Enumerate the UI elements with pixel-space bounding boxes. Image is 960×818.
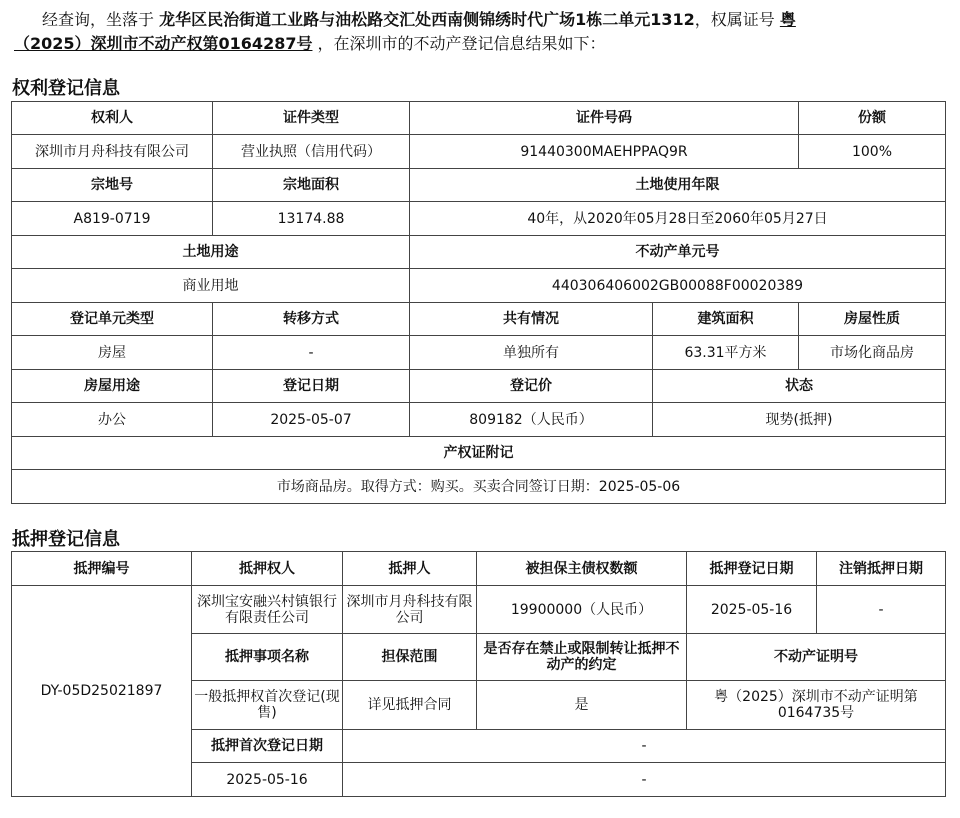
mortgagor-value: 深圳市月舟科技有限公司 — [343, 586, 477, 634]
cert-number-part1: 粤 — [779, 10, 796, 29]
intro-mid: ，权属证号 — [694, 10, 780, 29]
header-parcel-area: 宗地面积 — [213, 169, 410, 202]
header-land-term: 土地使用年限 — [410, 169, 946, 202]
land-use-value: 商业用地 — [12, 269, 410, 303]
first-registration-date-value: 2025-05-16 — [192, 763, 343, 797]
house-nature-value: 市场化商品房 — [799, 336, 946, 370]
cert-number-value: 91440300MAEHPPAQ9R — [410, 135, 799, 169]
header-mortgagee: 抵押权人 — [192, 552, 343, 586]
header-proof-number: 不动产证明号 — [687, 634, 946, 681]
header-secured-amount: 被担保主债权数额 — [477, 552, 687, 586]
header-restriction: 是否存在禁止或限制转让抵押不动产的约定 — [477, 634, 687, 681]
header-owner: 权利人 — [12, 102, 213, 135]
header-cancel-date: 注销抵押日期 — [817, 552, 946, 586]
header-mortgagor: 抵押人 — [343, 552, 477, 586]
proof-number-value: 粤（2025）深圳市不动产证明第0164735号 — [687, 681, 946, 730]
first-date-blank: - — [343, 730, 946, 763]
intro-prefix: 经查询，坐落于 — [42, 10, 160, 29]
cert-number-part2: （2025）深圳市不动产权第0164287号 — [14, 34, 313, 53]
mortgage-date-value: 2025-05-16 — [687, 586, 817, 634]
header-mortgage-date: 抵押登记日期 — [687, 552, 817, 586]
unit-type-value: 房屋 — [12, 336, 213, 370]
header-mortgage-number: 抵押编号 — [12, 552, 192, 586]
first-date-blank-2: - — [343, 763, 946, 797]
rights-section-title: 权利登记信息 — [12, 78, 120, 99]
land-term-value: 40年，从2020年05月28日至2060年05月27日 — [410, 202, 946, 236]
mortgagee-value: 深圳宝安融兴村镇银行有限责任公司 — [192, 586, 343, 634]
header-sharing: 共有情况 — [410, 303, 653, 336]
intro-paragraph — [14, 8, 944, 56]
header-scope: 担保范围 — [343, 634, 477, 681]
property-location: 龙华区民治街道工业路与油松路交汇处西南侧锦绣时代广场1栋二单元1312 — [159, 10, 695, 29]
share-value: 100% — [799, 135, 946, 169]
house-use-value: 办公 — [12, 403, 213, 437]
header-cert-number: 证件号码 — [410, 102, 799, 135]
mortgage-number-value: DY-05D25021897 — [12, 586, 192, 797]
transfer-method-value: - — [213, 336, 410, 370]
registration-date-value: 2025-05-07 — [213, 403, 410, 437]
header-registration-price: 登记价 — [410, 370, 653, 403]
parcel-number-value: A819-0719 — [12, 202, 213, 236]
registration-price-value: 809182（人民币） — [410, 403, 653, 437]
header-cert-note: 产权证附记 — [12, 437, 946, 470]
rights-table — [11, 101, 946, 504]
owner-value: 深圳市月舟科技有限公司 — [12, 135, 213, 169]
header-transfer-method: 转移方式 — [213, 303, 410, 336]
unit-number-value: 440306406002GB00088F00020389 — [410, 269, 946, 303]
header-share: 份额 — [799, 102, 946, 135]
header-first-registration-date: 抵押首次登记日期 — [192, 730, 343, 763]
header-cert-type: 证件类型 — [213, 102, 410, 135]
cert-note-value: 市场商品房。取得方式：购买。买卖合同签订日期：2025-05-06 — [12, 470, 946, 504]
mortgage-section-title: 抵押登记信息 — [12, 529, 120, 550]
header-building-area: 建筑面积 — [653, 303, 799, 336]
status-value: 现势(抵押) — [653, 403, 946, 437]
header-unit-type: 登记单元类型 — [12, 303, 213, 336]
mortgage-table — [11, 551, 946, 797]
header-house-use: 房屋用途 — [12, 370, 213, 403]
cancel-date-value: - — [817, 586, 946, 634]
header-house-nature: 房屋性质 — [799, 303, 946, 336]
header-parcel-number: 宗地号 — [12, 169, 213, 202]
parcel-area-value: 13174.88 — [213, 202, 410, 236]
header-status: 状态 — [653, 370, 946, 403]
intro-suffix: ，在深圳市的不动产登记信息结果如下： — [312, 34, 606, 53]
secured-amount-value: 19900000（人民币） — [477, 586, 687, 634]
sharing-value: 单独所有 — [410, 336, 653, 370]
restriction-value: 是 — [477, 681, 687, 730]
scope-value: 详见抵押合同 — [343, 681, 477, 730]
header-item-name: 抵押事项名称 — [192, 634, 343, 681]
header-land-use: 土地用途 — [12, 236, 410, 269]
building-area-value: 63.31平方米 — [653, 336, 799, 370]
item-name-value: 一般抵押权首次登记(现售) — [192, 681, 343, 730]
cert-type-value: 营业执照（信用代码） — [213, 135, 410, 169]
header-registration-date: 登记日期 — [213, 370, 410, 403]
header-unit-number: 不动产单元号 — [410, 236, 946, 269]
